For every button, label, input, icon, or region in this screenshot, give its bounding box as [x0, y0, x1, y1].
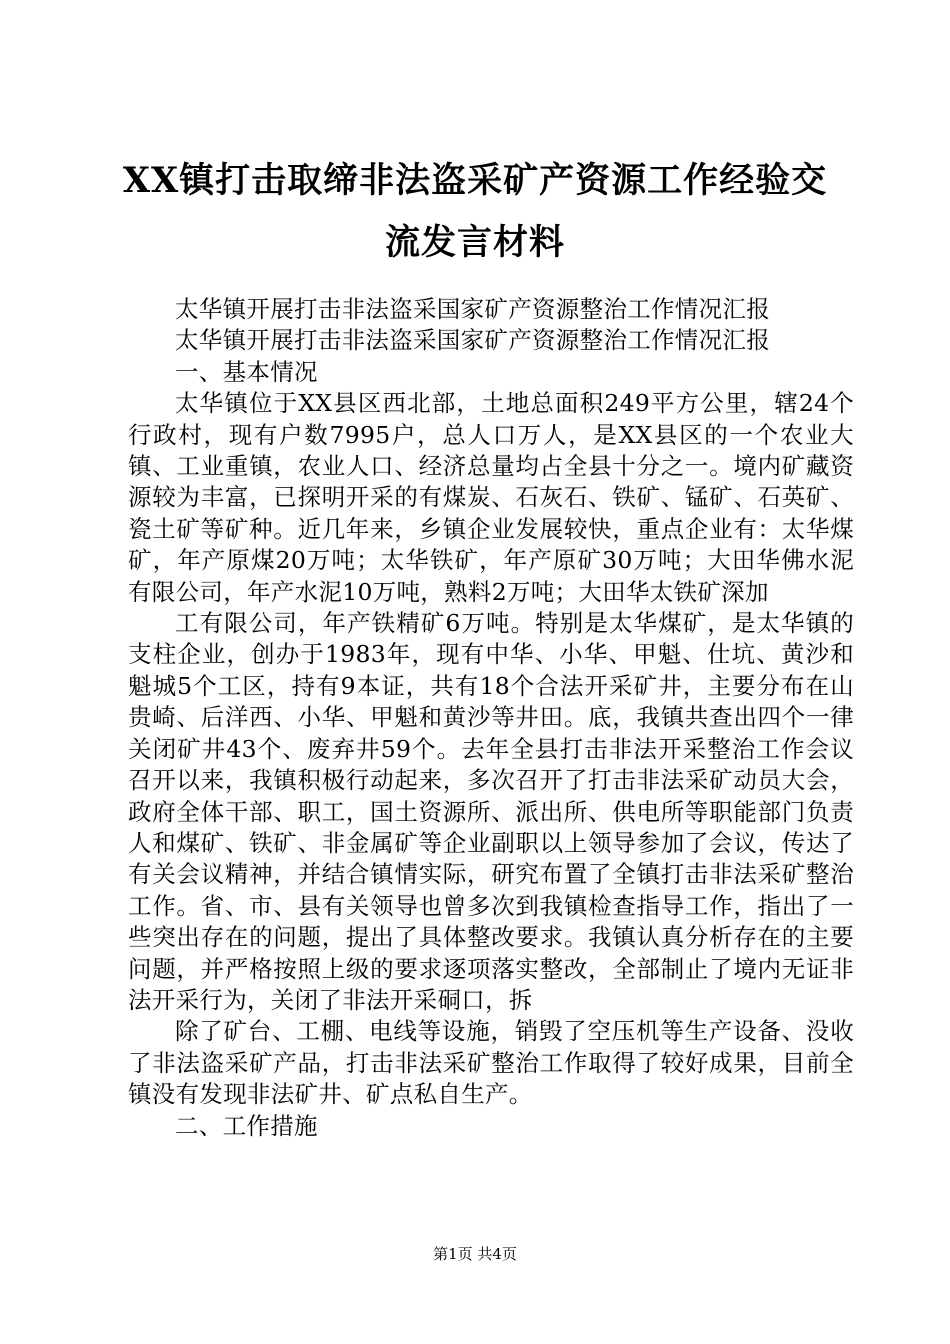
report-heading: 太华镇开展打击非法盗采国家矿产资源整治工作情况汇报 — [175, 295, 770, 323]
body-paragraph: 工有限公司，年产铁精矿6万吨。特别是太华煤矿，是太华镇的支柱企业，创办于1983年，现有中华、小华、甲魁、仕坑、黄沙和魁城5个工区，持有9本证，共有18个合法开采矿井，主要分布在山贵崎、后洋西、小华、甲魁和黄沙等井田。底，我镇共查出四个一律关闭矿井43个、废弃井59个。去年全县打击非法开采整治工作会议召开以来，我镇积极行动起来，多次召开了打击非法采矿动员大会，政府全体干部、职工，国土资源所、派出所、供电所等职能部门负责人和煤矿、铁矿、非金属矿等企业副职以上领导参加了会议，传达了有关会议精神，并结合镇情实际，研究布置了全镇打击非法采矿整治工作。省、市、县有关领导也曾多次到我镇检查指导工作，指出了一些突出存在的问题，提出了具体整改要求。我镇认真分析存在的主要问题，并严格按照上级的要求逐项落实整改，全部制止了境内无证非法开采行为，关闭了非法开采硐口，拆 — [128, 609, 854, 1014]
document-body — [128, 294, 854, 1142]
body-paragraph: 太华镇位于XX县区西北部，土地总面积249平方公里，辖24个行政村，现有户数7995户，总人口万人，是XX县区的一个农业大镇、工业重镇，农业人口、经济总量均占全县十分之一。境内矿藏资源较为丰富，已探明开采的有煤炭、石灰石、铁矿、锰矿、石英矿、瓷土矿等矿种。近几年来，乡镇企业发展较快，重点企业有：太华煤矿，年产原煤20万吨；太华铁矿，年产原矿30万吨；大田华佛水泥有限公司，年产水泥10万吨，熟料2万吨；大田华太铁矿深加 — [128, 389, 854, 606]
report-heading-repeat: 太华镇开展打击非法盗采国家矿产资源整治工作情况汇报 — [175, 326, 770, 355]
document-title-line2: 流发言材料 — [384, 222, 565, 263]
body-paragraph: 除了矿台、工棚、电线等设施，销毁了空压机等生产设备、没收了非法盗采矿产品，打击非法采矿整治工作取得了较好成果，目前全镇没有发现非法矿井、矿点私自生产。 — [128, 1017, 854, 1109]
page-number-footer: 第1页 共4页 — [433, 1245, 517, 1263]
document-title-line1: XX镇打击取缔非法盗采矿产资源工作经验交 — [122, 160, 828, 201]
section-heading-measures: 二、工作措施 — [175, 1111, 318, 1140]
section-heading-basic: 一、基本情况 — [175, 357, 318, 386]
